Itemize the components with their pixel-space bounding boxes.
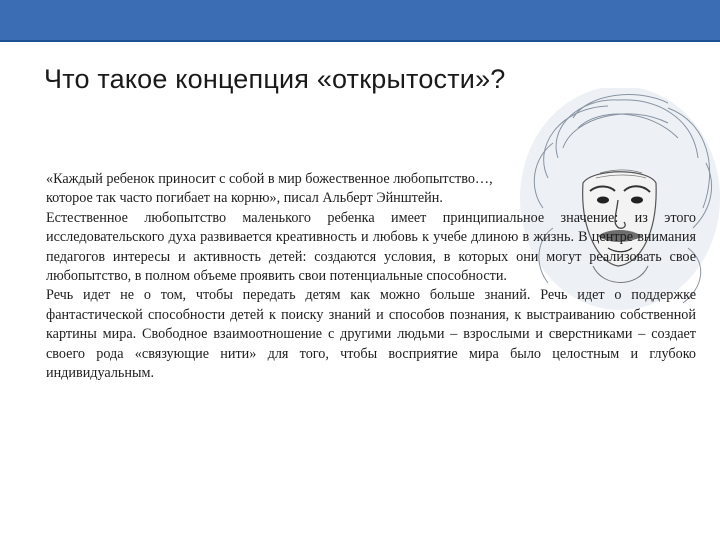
body-text xyxy=(46,170,696,383)
curiosity-paragraph: Естественное любопытство маленького ребенка имеет принципиальное значение: из этого исследовательского духа развивается креативность и любовь к учебе длиною в жизнь. В центре внимания педагогов интересы и активность детей: создаются условия, в которых они могут реализовать свое любопытство, в полном объеме проявить свои потенциальные способности. xyxy=(46,209,696,285)
header-bar xyxy=(0,0,720,42)
einstein-quote-paragraph: «Каждый ребенок приносит с собой в мир божественное любопытство…, которое так часто погибает на корню», писал Альберт Эйнштейн. xyxy=(46,171,493,207)
slide-title: Что такое концепция «открытости»? xyxy=(44,64,506,94)
knowledge-paragraph: Речь идет не о том, чтобы передать детям как можно больше знаний. Речь идет о поддержке фантастической способности детей к поиску знаний и способов познания, к выстраиванию собственной картины мира. Свободное взаимоотношение с другими людьми – взрослыми и сверстниками – создает своего рода «связующие нити» для того, чтобы восприятие мира было целостным и глубоко индивидуальным. xyxy=(46,287,696,382)
